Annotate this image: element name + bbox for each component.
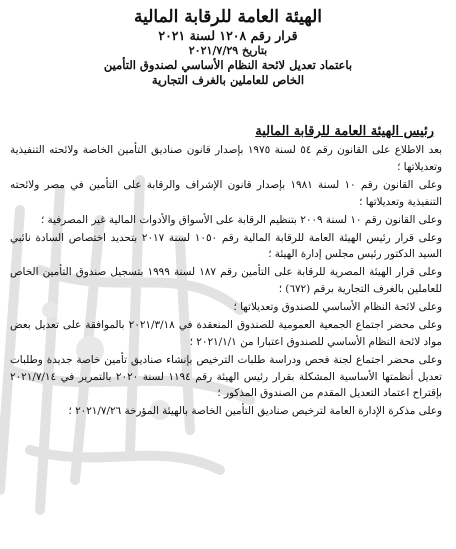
recital-paragraph: وعلى محضر اجتماع لجنة فحص ودراسة طلبات الترخيص بإنشاء صناديق تأمين خاصة جديدة وطلبات تعديل أنظمتها الأساسية المشكلة بقرار رئيس الهيئة رقم ١١٩٤ لسنة ٢٠٢٠ بالتمرير في ٢٠٢١/٧/١٤ بإقتراح اعتماد التعديل المقدم من الصندوق المذكور ؛ [10, 353, 443, 400]
decree-subject-line-1: باعتماد تعديل لائحة النظام الأساسي لصندوق التأمين [103, 58, 353, 72]
recital-paragraph: وعلى قرار الهيئة المصرية للرقابة على التأمين رقم ١٨٧ لسنة ١٩٩٩ بتسجيل صندوق التأمين الخاص للعاملين بالغرف التجارية برقم (٦٧٢) ؛ [10, 266, 442, 296]
recital-paragraph: وعلى لائحة النظام الأساسي للصندوق وتعديلاتها ؛ [233, 301, 442, 314]
recital-paragraph: وعلى قرار رئيس الهيئة العامة للرقابة المالية رقم ١٠٥٠ لسنة ٢٠١٧ بتحديد اختصاص السادة نائبي السيد الدكتور رئيس مجلس إدارة الهيئة ؛ [10, 231, 442, 261]
recital-paragraph: وعلى محضر اجتماع الجمعية العمومية للصندوق المنعقدة في ٢٠٢١/٣/١٨ بالموافقة على تعديل بعض مواد لائحة النظام الأساسي للصندوق اعتبارا من ٢٠٢١/١/١ ؛ [10, 319, 442, 348]
document-body [10, 142, 442, 421]
recital-paragraph: بعد الاطلاع على القانون رقم ٥٤ لسنة ١٩٧٥ بإصدار قانون صناديق التأمين الخاصة ولائحته التنفيذية وتعديلاتها ؛ [10, 144, 442, 173]
decree-number: قرار رقم ١٢٠٨ لسنة ٢٠٢١ [158, 28, 298, 43]
recital-paragraph: وعلى القانون رقم ١٠ لسنة ٢٠٠٩ بتنظيم الرقابة على الأسواق والأدوات المالية غير المصرفية ؛ [40, 213, 442, 226]
document-header [0, 6, 456, 88]
decree-date: بتاريخ ٢٠٢١/٧/٢٩ [188, 44, 268, 57]
authority-title: الهيئة العامة للرقابة المالية [133, 7, 323, 27]
decree-subject-line-2: الخاص للعاملين بالغرف التجارية [151, 73, 305, 87]
recital-paragraph: وعلى مذكرة الإدارة العامة لترخيص صناديق التأمين الخاصة بالهيئة المؤرخة ٢٠٢١/٧/٢٦ ؛ [68, 405, 442, 418]
recital-paragraph: وعلى القانون رقم ١٠ لسنة ١٩٨١ بإصدار قانون الإشراف والرقابة على التأمين في مصر ولائحته التنفيذية وتعديلاتها ؛ [10, 178, 443, 208]
signer-title: رئيس الهيئة العامة للرقابة المالية [255, 124, 434, 139]
